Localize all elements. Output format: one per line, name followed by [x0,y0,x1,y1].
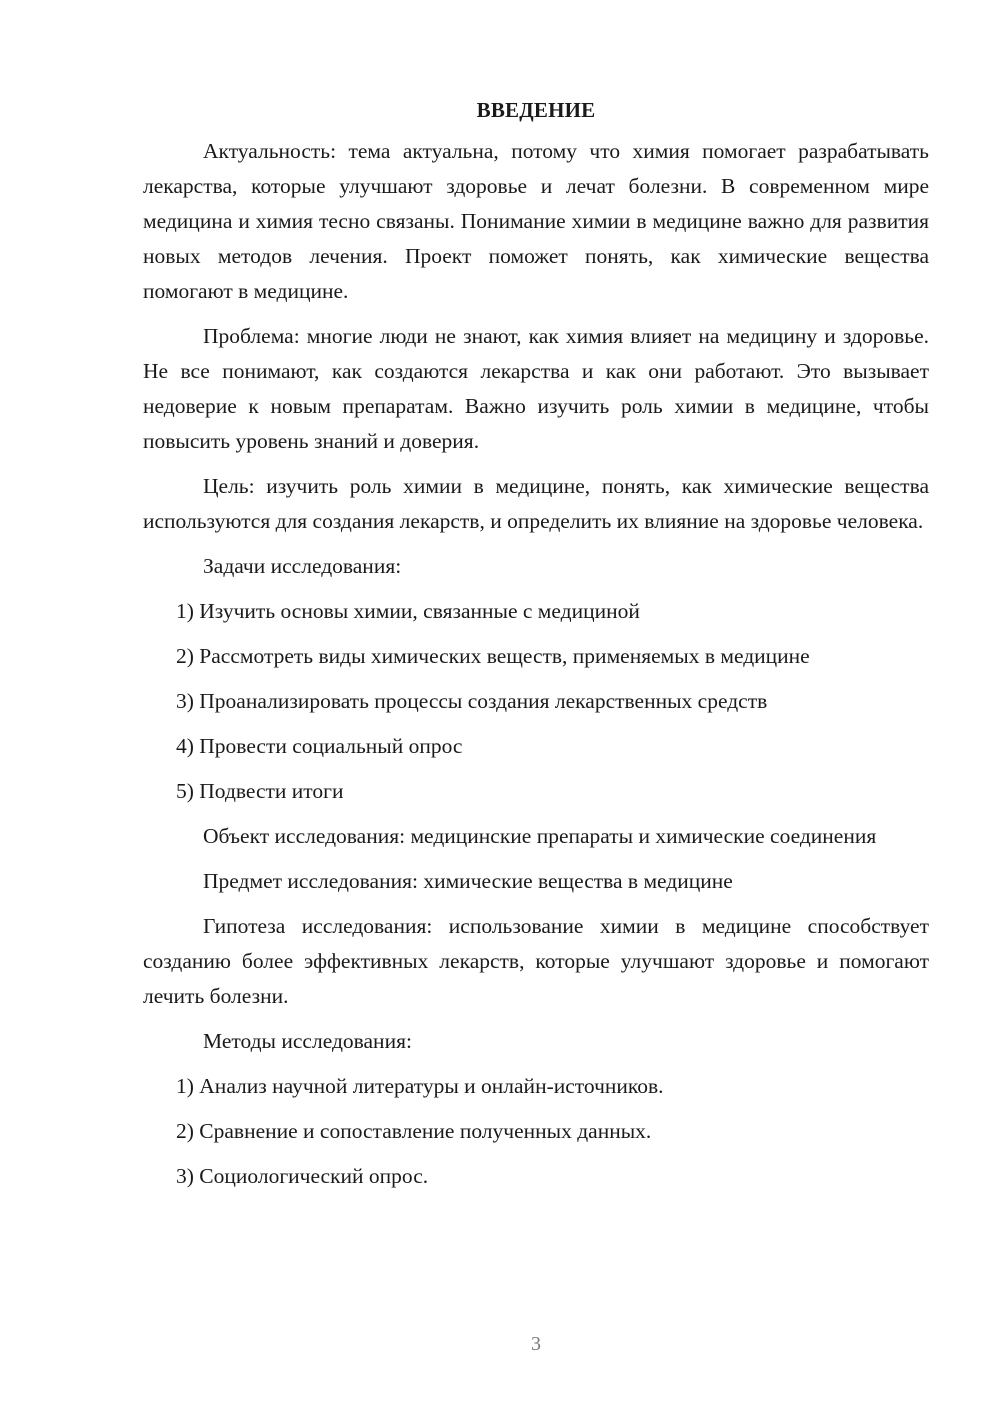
methods-heading: Методы исследования: [203,1029,412,1053]
relevance-paragraph: Актуальность: тема актуальна, потому что химия помогает разрабатывать лекарства, которые улучшают здоровье и лечат болезни. В современном мире медицина и химия тесно связаны. Понимание химии в медицине важно для развития новых методов лечения. Проект поможет понять, как химические вещества помогают в медицине. [143,139,929,303]
document-page [143,96,929,1204]
task-item: 2) Рассмотреть виды химических веществ, применяемых в медицине [176,644,810,668]
method-item: 1) Анализ научной литературы и онлайн-источников. [176,1074,664,1098]
problem-paragraph: Проблема: многие люди не знают, как химия влияет на медицину и здоровье. Не все понимают, как создаются лекарства и как они работают. Это вызывает недоверие к новым препаратам. Важно изучить роль химии в медицине, чтобы повысить уровень знаний и доверия. [143,324,929,453]
object-paragraph: Объект исследования: медицинские препараты и химические соединения [203,824,877,848]
tasks-heading: Задачи исследования: [203,554,402,578]
tasks-list [143,594,929,809]
task-item: 1) Изучить основы химии, связанные с медициной [176,599,640,623]
task-item: 5) Подвести итоги [176,779,344,803]
goal-paragraph: Цель: изучить роль химии в медицине, понять, как химические вещества используются для создания лекарств, и определить их влияние на здоровье человека. [143,474,929,533]
subject-paragraph: Предмет исследования: химические вещества в медицине [203,869,733,893]
method-item: 2) Сравнение и сопоставление полученных данных. [176,1119,652,1143]
page-title: ВВЕДЕНИЕ [476,98,596,122]
task-item: 4) Провести социальный опрос [176,734,463,758]
methods-list [143,1069,929,1194]
task-item: 3) Проанализировать процессы создания лекарственных средств [176,689,768,713]
hypothesis-paragraph: Гипотеза исследования: использование химии в медицине способствует созданию более эффективных лекарств, которые улучшают здоровье и помогают лечить болезни. [143,914,929,1008]
page-number: 3 [531,1333,541,1355]
method-item: 3) Социологический опрос. [176,1164,429,1188]
